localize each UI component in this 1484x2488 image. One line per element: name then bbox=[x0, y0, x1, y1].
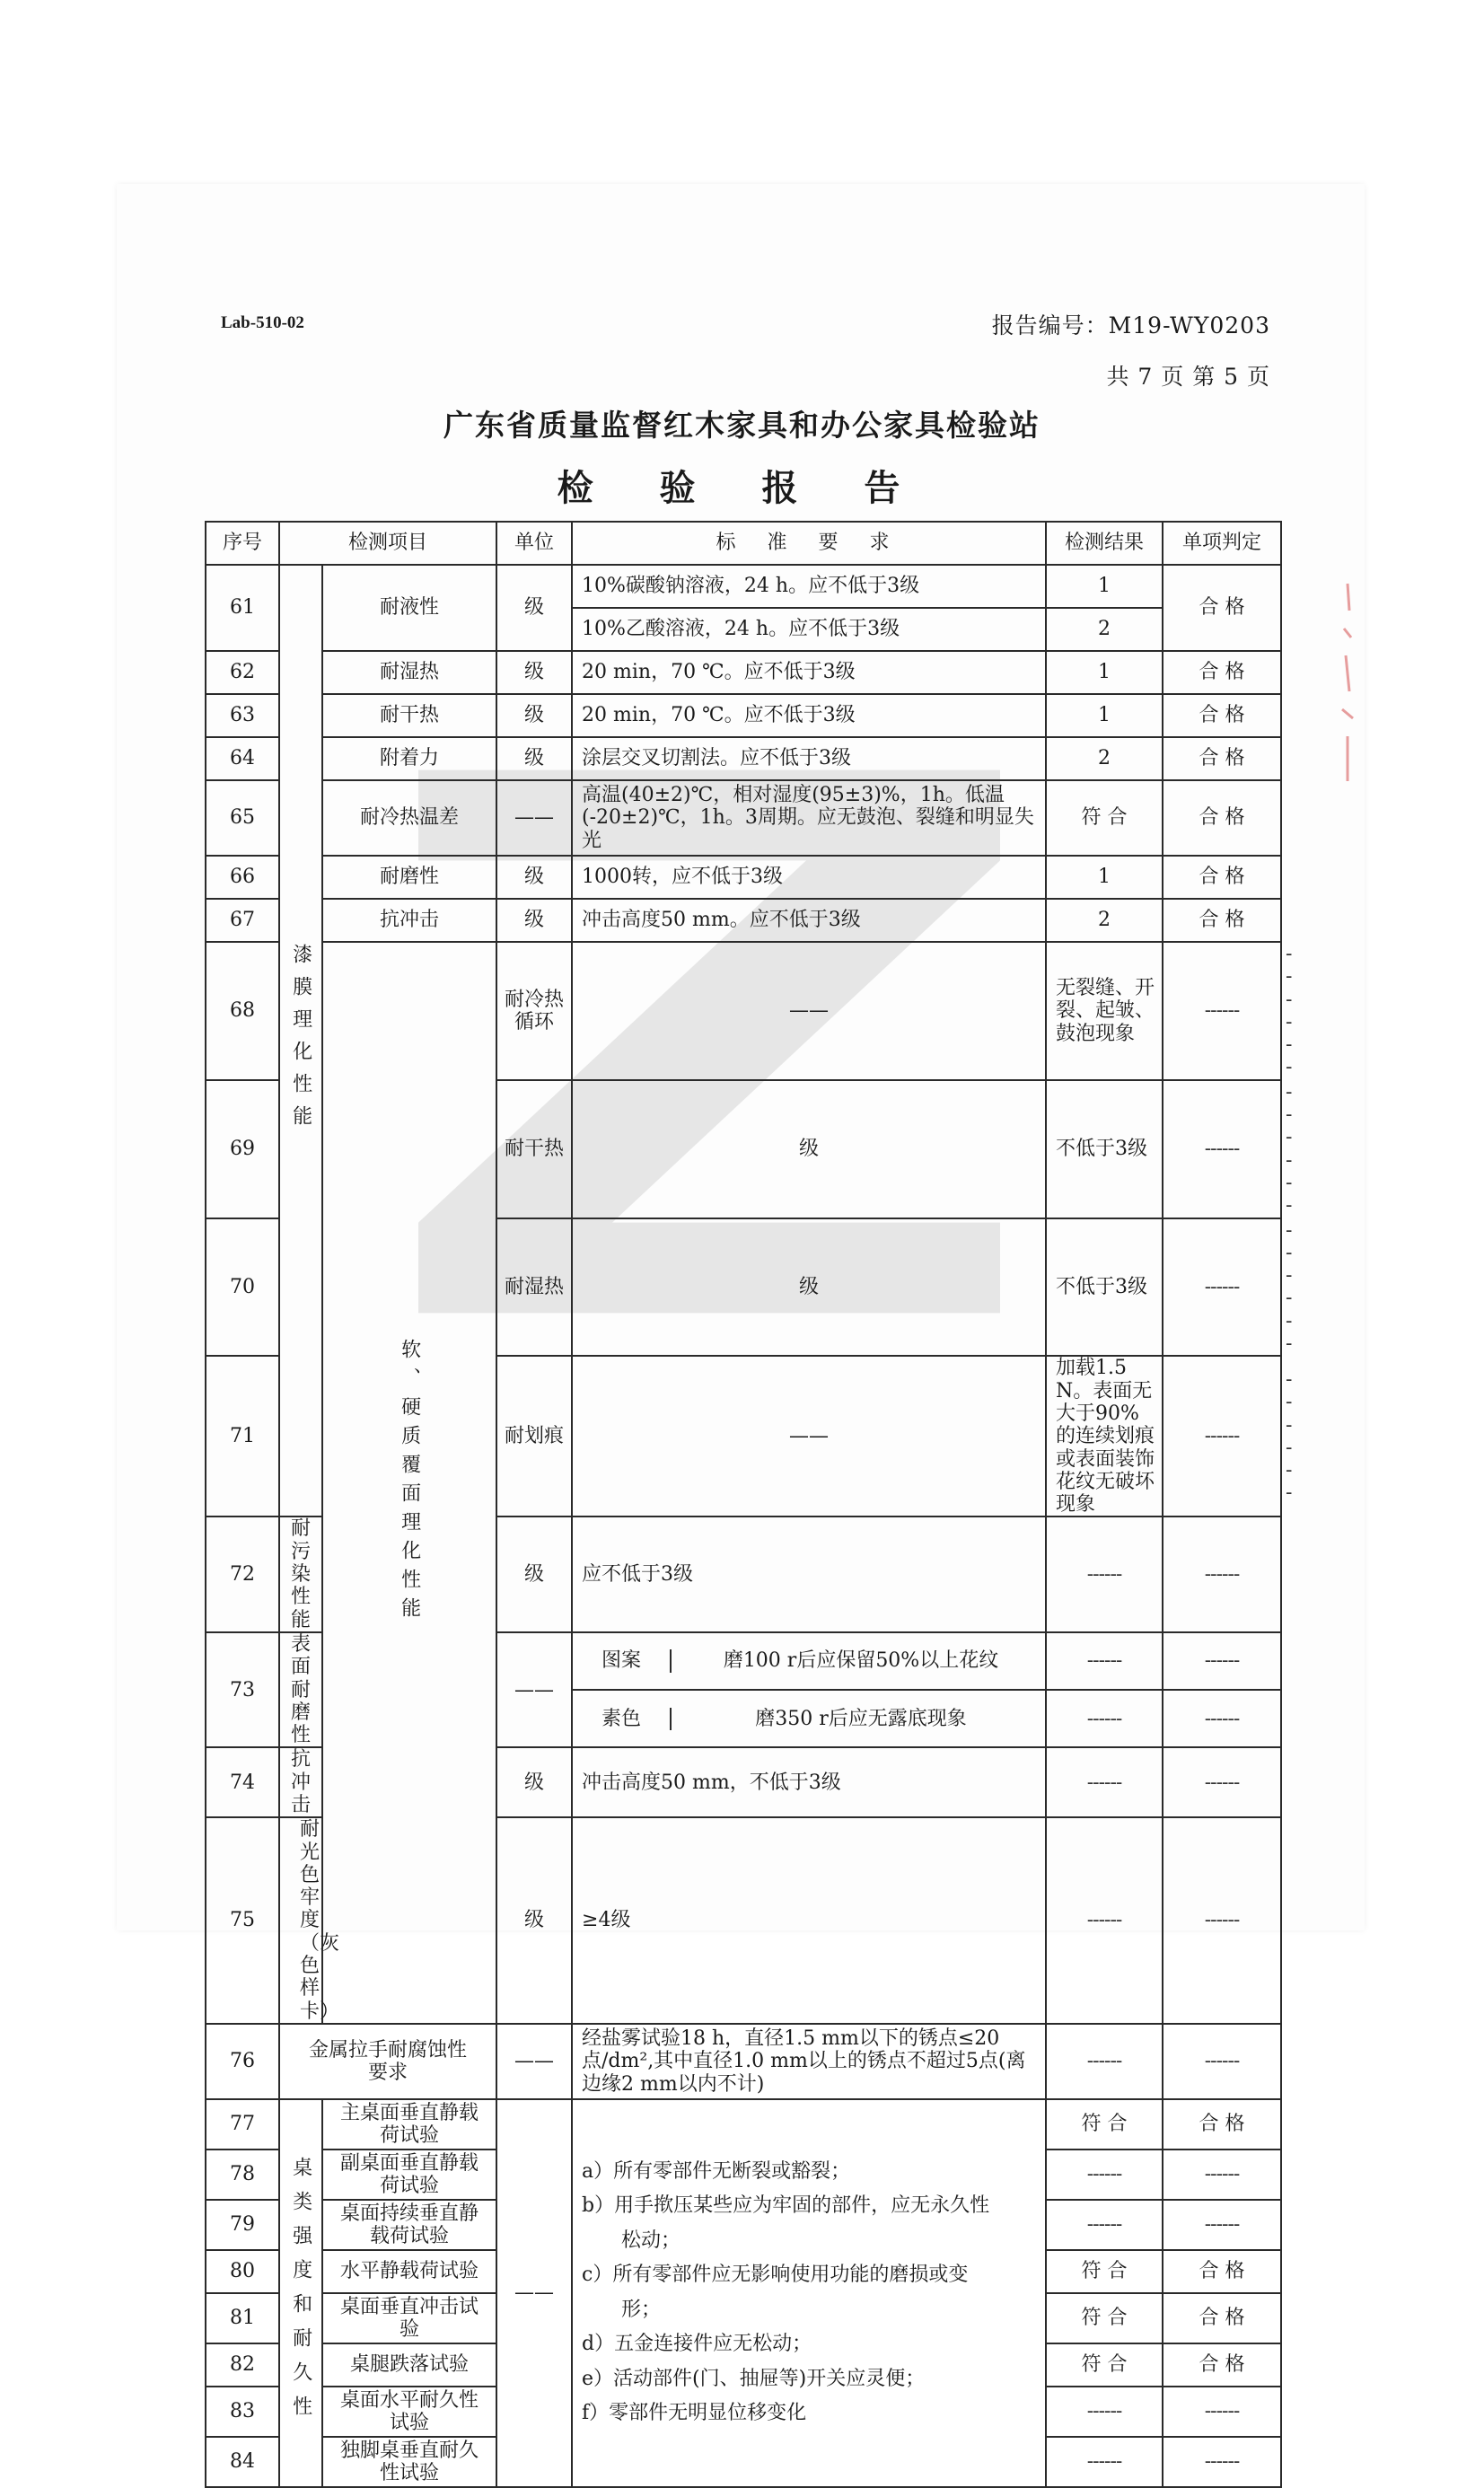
sub-value: 磨100 r后应保留50%以上花纹 bbox=[723, 1649, 999, 1673]
group-label-text: 软、硬质覆面理化性能 bbox=[398, 1339, 421, 1627]
row-item: 桌腿跌落试验 bbox=[322, 2343, 496, 2387]
row-item: 抗冲击 bbox=[322, 899, 496, 942]
row-unit: 级 bbox=[572, 1218, 1046, 1357]
row-item: 耐污染性能 bbox=[279, 1517, 322, 1631]
row-requirement: 不低于3级 bbox=[1046, 1080, 1163, 1218]
row-result: 符 合 bbox=[1046, 2343, 1163, 2387]
row-unit: —— bbox=[572, 942, 1046, 1080]
row-no: 72 bbox=[206, 1517, 279, 1631]
row-item: 耐冷热温差 bbox=[322, 780, 496, 856]
row-no: 63 bbox=[206, 694, 279, 737]
requirement-line: c）所有零部件应无影响使用功能的磨损或变 bbox=[582, 2264, 969, 2287]
table-row bbox=[206, 2024, 1281, 2099]
row-requirement: 10%碳酸钠溶液，24 h。应不低于3级 bbox=[572, 565, 1046, 608]
sub-value: 磨350 r后应无露底现象 bbox=[755, 1707, 967, 1730]
col-header-requirement: 标 准 要 求 bbox=[572, 522, 1046, 565]
requirement-line: f）零部件无明显位移变化 bbox=[582, 2402, 807, 2425]
table-header-row bbox=[206, 522, 1281, 565]
row-no: 81 bbox=[206, 2293, 279, 2343]
row-requirement: 10%乙酸溶液，24 h。应不低于3级 bbox=[572, 608, 1046, 651]
table-row bbox=[206, 565, 1281, 608]
row-judgement: ------ bbox=[1163, 2024, 1281, 2099]
table-row bbox=[206, 899, 1281, 942]
sub-requirement bbox=[573, 1649, 1045, 1672]
row-judgement: ------ bbox=[1163, 1517, 1281, 1631]
row-item: 主桌面垂直静载荷试验 bbox=[322, 2099, 496, 2150]
row-result: ------ bbox=[1163, 1218, 1281, 1357]
row-unit: 级 bbox=[496, 694, 572, 737]
group-label-text: 漆膜理化性能 bbox=[289, 944, 312, 1139]
requirement-line: b）用手揿压某些应为牢固的部件，应无永久性 bbox=[582, 2194, 990, 2218]
table-row bbox=[206, 942, 1281, 1080]
table-row bbox=[206, 2099, 1281, 2150]
report-title: 检 验 报 告 bbox=[557, 468, 927, 509]
row-no: 76 bbox=[206, 2024, 279, 2099]
report-number: 报告编号：M19-WY0203 bbox=[991, 312, 1270, 338]
row-judgement: 合 格 bbox=[1163, 2250, 1281, 2293]
requirement-line: d）五金连接件应无松动； bbox=[582, 2333, 812, 2356]
row-requirement: 应不低于3级 bbox=[572, 1517, 1046, 1631]
row-requirement: ≥4级 bbox=[572, 1817, 1046, 2024]
row-no: 68 bbox=[206, 942, 279, 1080]
row-unit: —— bbox=[496, 2024, 572, 2099]
row-result: ------ bbox=[1163, 1080, 1281, 1218]
group-label-coating bbox=[279, 565, 322, 1517]
row-no: 75 bbox=[206, 1817, 279, 2024]
row-judgement: 合 格 bbox=[1163, 2099, 1281, 2150]
row-unit: —— bbox=[496, 780, 572, 856]
row-result: ------ bbox=[1046, 2437, 1163, 2487]
row-result: 1 bbox=[1046, 565, 1163, 608]
row-requirement-pattern bbox=[572, 1632, 1046, 1690]
row-judgement: 合 格 bbox=[1163, 651, 1281, 694]
group-label-strength bbox=[279, 2099, 322, 2487]
table-row bbox=[206, 780, 1281, 856]
row-requirement: 涂层交叉切割法。应不低于3级 bbox=[572, 737, 1046, 780]
row-result: ------ bbox=[1046, 2024, 1163, 2099]
row-no: 64 bbox=[206, 737, 279, 780]
row-judgement: ------ bbox=[1163, 1690, 1281, 1747]
row-judgement: 合 格 bbox=[1163, 780, 1281, 856]
row-result: ------ bbox=[1046, 1817, 1163, 2024]
row-result: ------ bbox=[1163, 942, 1281, 1080]
row-item: 抗冲击 bbox=[279, 1747, 322, 1817]
row-judgement: 合 格 bbox=[1163, 856, 1281, 899]
row-item: 桌面水平耐久性试验 bbox=[322, 2387, 496, 2437]
row-item: 金属拉手耐腐蚀性要求 bbox=[279, 2024, 496, 2099]
requirement-line: 形； bbox=[582, 2298, 662, 2321]
row-no: 66 bbox=[206, 856, 279, 899]
row-requirement: 20 min，70 ℃。应不低于3级 bbox=[572, 651, 1046, 694]
row-item: 耐湿热 bbox=[496, 1218, 572, 1357]
col-header-result: 检测结果 bbox=[1046, 522, 1163, 565]
row-item: 耐湿热 bbox=[322, 651, 496, 694]
row-requirement: 无裂缝、开裂、起皱、鼓泡现象 bbox=[1046, 942, 1163, 1080]
row-result: ------ bbox=[1046, 1632, 1163, 1690]
row-unit: 级 bbox=[496, 899, 572, 942]
row-item: 水平静载荷试验 bbox=[322, 2250, 496, 2293]
sub-key: 图案 bbox=[573, 1649, 671, 1672]
col-header-unit: 单位 bbox=[496, 522, 572, 565]
row-result: 2 bbox=[1046, 899, 1163, 942]
row-unit: 级 bbox=[572, 1080, 1046, 1218]
row-unit: 级 bbox=[496, 856, 572, 899]
row-unit: 级 bbox=[496, 737, 572, 780]
requirement-line: 松动； bbox=[582, 2229, 681, 2252]
row-unit: 级 bbox=[496, 651, 572, 694]
group-unit: —— bbox=[496, 2099, 572, 2487]
row-item: 桌面垂直冲击试验 bbox=[322, 2293, 496, 2343]
row-result: ------ bbox=[1046, 1690, 1163, 1747]
row-no: 70 bbox=[206, 1218, 279, 1357]
row-item: 桌面持续垂直静载荷试验 bbox=[322, 2200, 496, 2250]
row-requirement: 20 min，70 ℃。应不低于3级 bbox=[572, 694, 1046, 737]
group-requirement-list bbox=[572, 2099, 1046, 2487]
row-result: 2 bbox=[1046, 737, 1163, 780]
row-requirement: 加载1.5 N。表面无大于90%的连续划痕或表面装饰花纹无破坏现象 bbox=[1046, 1356, 1163, 1517]
row-item: 耐磨性 bbox=[322, 856, 496, 899]
row-no: 69 bbox=[206, 1080, 279, 1218]
row-no: 78 bbox=[206, 2150, 279, 2200]
col-header-no: 序号 bbox=[206, 522, 279, 565]
row-result: ------ bbox=[1046, 1517, 1163, 1631]
row-no: 82 bbox=[206, 2343, 279, 2387]
row-unit: 级 bbox=[496, 1817, 572, 2024]
row-requirement: 冲击高度50 mm，不低于3级 bbox=[572, 1747, 1046, 1817]
inspection-table bbox=[205, 521, 1282, 2488]
table-row bbox=[206, 651, 1281, 694]
station-title: 广东省质量监督红木家具和办公家具检验站 bbox=[443, 408, 1041, 443]
group-label-text: 桌类强度和耐久性 bbox=[289, 2156, 312, 2430]
row-no: 73 bbox=[206, 1632, 279, 1747]
row-no: 65 bbox=[206, 780, 279, 856]
row-item: 耐划痕 bbox=[496, 1356, 572, 1517]
table-row bbox=[206, 737, 1281, 780]
requirement-line: e）活动部件(门、抽屉等)开关应灵便； bbox=[582, 2367, 926, 2390]
row-no: 71 bbox=[206, 1356, 279, 1517]
row-judgement: 合 格 bbox=[1163, 694, 1281, 737]
row-result: 2 bbox=[1046, 608, 1163, 651]
row-judgement: 合 格 bbox=[1163, 737, 1281, 780]
row-no: 61 bbox=[206, 565, 279, 651]
row-unit: —— bbox=[496, 1632, 572, 1747]
row-no: 62 bbox=[206, 651, 279, 694]
seal-edge-mark bbox=[1337, 575, 1358, 790]
row-item: 独脚桌垂直耐久性试验 bbox=[322, 2437, 496, 2487]
row-judgement: ------ bbox=[1163, 1632, 1281, 1690]
row-no: 80 bbox=[206, 2250, 279, 2293]
row-judgement: ------ bbox=[1163, 1747, 1281, 1817]
row-unit: 级 bbox=[496, 1747, 572, 1817]
row-judgement: ------ bbox=[1163, 2437, 1281, 2487]
row-no: 84 bbox=[206, 2437, 279, 2487]
row-result: 1 bbox=[1046, 694, 1163, 737]
row-requirement: 不低于3级 bbox=[1046, 1218, 1163, 1357]
row-requirement: 1000转，应不低于3级 bbox=[572, 856, 1046, 899]
row-result: ------ bbox=[1046, 1747, 1163, 1817]
row-no: 67 bbox=[206, 899, 279, 942]
row-item: 耐光色牢度（灰色样卡） bbox=[279, 1817, 322, 2024]
row-judgement: 合 格 bbox=[1163, 2293, 1281, 2343]
group-label-overlay bbox=[322, 942, 496, 2024]
row-no: 77 bbox=[206, 2099, 279, 2150]
row-item: 耐液性 bbox=[322, 565, 496, 651]
row-judgement: ------ bbox=[1163, 2200, 1281, 2250]
table-row bbox=[206, 694, 1281, 737]
row-result: 符 合 bbox=[1046, 2293, 1163, 2343]
row-judgement: ------ bbox=[1163, 1817, 1281, 2024]
page-info: 共 7 页 第 5 页 bbox=[1106, 364, 1270, 390]
row-result: 符 合 bbox=[1046, 780, 1163, 856]
row-requirement-plain bbox=[572, 1690, 1046, 1747]
table-row bbox=[206, 856, 1281, 899]
row-item: 副桌面垂直静载荷试验 bbox=[322, 2150, 496, 2200]
row-judgement: ------ bbox=[1163, 2150, 1281, 2200]
row-unit: 级 bbox=[496, 1517, 572, 1631]
row-requirement: 经盐雾试验18 h，直径1.5 mm以下的锈点≤20点/dm²,其中直径1.0 mm以上的锈点不超过5点(离边缘2 mm以内不计) bbox=[572, 2024, 1046, 2099]
sub-key: 素色 bbox=[573, 1708, 671, 1730]
row-item: 耐冷热循环 bbox=[496, 942, 572, 1080]
row-judgement: 合 格 bbox=[1163, 899, 1281, 942]
sub-requirement bbox=[573, 1708, 1045, 1730]
row-judgement: 合 格 bbox=[1163, 565, 1281, 651]
row-result: ------ bbox=[1163, 1356, 1281, 1517]
row-result: 符 合 bbox=[1046, 2099, 1163, 2150]
lab-code: Lab-510-02 bbox=[221, 313, 304, 332]
row-requirement: 高温(40±2)℃，相对湿度(95±3)%，1h。低温(-20±2)℃，1h。3周期。应无鼓泡、裂缝和明显失光 bbox=[572, 780, 1046, 856]
requirement-line: a）所有零部件无断裂或豁裂； bbox=[582, 2159, 851, 2183]
row-judgement: ------ bbox=[1163, 2387, 1281, 2437]
row-judgement: 合 格 bbox=[1163, 2343, 1281, 2387]
row-result: 1 bbox=[1046, 856, 1163, 899]
row-result: ------ bbox=[1046, 2387, 1163, 2437]
row-no: 79 bbox=[206, 2200, 279, 2250]
row-item: 耐干热 bbox=[322, 694, 496, 737]
row-result: ------ bbox=[1046, 2150, 1163, 2200]
col-header-judgement: 单项判定 bbox=[1163, 522, 1281, 565]
row-requirement: 冲击高度50 mm。应不低于3级 bbox=[572, 899, 1046, 942]
row-unit: —— bbox=[572, 1356, 1046, 1517]
row-item: 耐干热 bbox=[496, 1080, 572, 1218]
row-no: 74 bbox=[206, 1747, 279, 1817]
row-item: 附着力 bbox=[322, 737, 496, 780]
col-header-item: 检测项目 bbox=[279, 522, 496, 565]
row-result: ------ bbox=[1046, 2200, 1163, 2250]
row-no: 83 bbox=[206, 2387, 279, 2437]
row-unit: 级 bbox=[496, 565, 572, 651]
row-result: 1 bbox=[1046, 651, 1163, 694]
row-result: 符 合 bbox=[1046, 2250, 1163, 2293]
row-item: 表面耐磨性 bbox=[279, 1632, 322, 1747]
